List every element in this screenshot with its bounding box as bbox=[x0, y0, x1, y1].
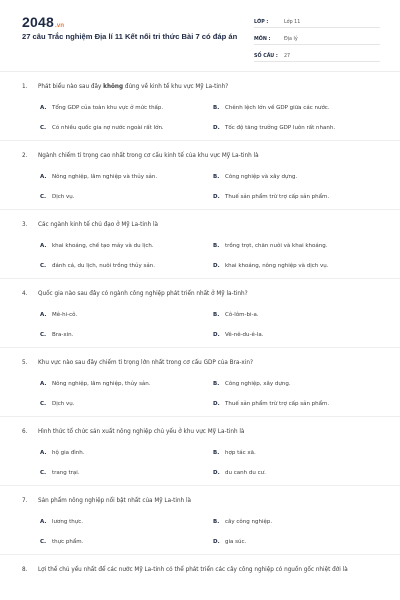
option-text: khai khoáng, chế tạo máy và du lịch. bbox=[52, 243, 154, 249]
option-text: đánh cá, du lịch, nuôi trồng thủy sản. bbox=[52, 263, 155, 269]
question-text-part: đúng về kinh tế khu vực Mỹ La-tinh? bbox=[123, 84, 229, 90]
question-text-part: Quốc gia nào sau đây có ngành công nghiệp phát triển nhất ở Mỹ la-tinh? bbox=[38, 291, 248, 297]
option-key: A. bbox=[40, 381, 47, 387]
option-text: khai khoáng, nông nghiệp và dịch vụ. bbox=[225, 263, 329, 269]
answer-option-a[interactable] bbox=[40, 105, 163, 111]
answer-option-d[interactable] bbox=[213, 470, 266, 476]
answer-option-b[interactable] bbox=[213, 105, 330, 111]
answer-option-c[interactable] bbox=[40, 263, 155, 269]
meta-label: MÔN : bbox=[254, 37, 271, 42]
question-number: 1. bbox=[22, 84, 28, 90]
option-key: D. bbox=[213, 263, 220, 269]
answer-option-c[interactable] bbox=[40, 539, 83, 545]
question-text-emphasis: không bbox=[103, 84, 124, 90]
answer-option-b[interactable] bbox=[213, 450, 256, 456]
answer-option-c[interactable] bbox=[40, 401, 75, 407]
option-key: A. bbox=[40, 519, 47, 525]
question-text bbox=[22, 83, 380, 92]
option-text: gia súc. bbox=[225, 539, 247, 545]
meta-info bbox=[254, 14, 380, 65]
question-5 bbox=[0, 348, 400, 417]
option-key: A. bbox=[40, 243, 47, 249]
option-key: C. bbox=[40, 539, 47, 545]
option-text: thực phẩm. bbox=[52, 539, 84, 545]
option-key: D. bbox=[213, 332, 220, 338]
option-key: C. bbox=[40, 470, 47, 476]
option-key: B. bbox=[213, 519, 220, 525]
question-number: 8. bbox=[22, 567, 28, 573]
question-text-part: Hình thức tổ chức sản xuất nông nghiệp chủ yếu ở khu vực Mỹ La-tinh là bbox=[38, 429, 245, 435]
answer-option-b[interactable] bbox=[213, 243, 328, 249]
meta-row-class bbox=[254, 14, 380, 28]
answer-option-d[interactable] bbox=[213, 539, 246, 545]
question-text-part: Lợi thế chủ yếu nhất để các nước Mỹ La-tinh có thể phát triển các cây công nghiệp có nguồn gốc nhiệt đới là bbox=[38, 567, 348, 573]
question-text bbox=[22, 566, 380, 575]
answer-option-d[interactable] bbox=[213, 263, 329, 269]
option-key: C. bbox=[40, 263, 47, 269]
answer-option-c[interactable] bbox=[40, 470, 80, 476]
question-3 bbox=[0, 210, 400, 279]
option-key: A. bbox=[40, 174, 47, 180]
answer-option-a[interactable] bbox=[40, 381, 151, 387]
question-text-part: Phát biểu nào sau đây bbox=[38, 84, 104, 90]
option-text: hộ gia đình. bbox=[52, 450, 85, 456]
answer-option-a[interactable] bbox=[40, 519, 83, 525]
option-key: D. bbox=[213, 194, 220, 200]
option-key: A. bbox=[40, 105, 47, 111]
answer-option-c[interactable] bbox=[40, 332, 73, 338]
option-key: B. bbox=[213, 243, 220, 249]
option-key: C. bbox=[40, 401, 47, 407]
question-6 bbox=[0, 417, 400, 486]
option-key: A. bbox=[40, 312, 47, 318]
question-text-part: Sản phẩm nông nghiệp nổi bật nhất của Mỹ La-tinh là bbox=[38, 498, 192, 504]
question-number: 2. bbox=[22, 153, 28, 159]
option-text: hợp tác xã. bbox=[225, 450, 256, 456]
option-key: B. bbox=[213, 450, 220, 456]
meta-value: 27 bbox=[284, 54, 291, 59]
answer-option-d[interactable] bbox=[213, 194, 329, 200]
answer-option-d[interactable] bbox=[213, 125, 335, 131]
answer-option-b[interactable] bbox=[213, 174, 297, 180]
question-number: 7. bbox=[22, 498, 28, 504]
question-1 bbox=[0, 72, 400, 141]
answer-option-b[interactable] bbox=[213, 312, 259, 318]
answer-option-d[interactable] bbox=[213, 401, 329, 407]
option-text: Có nhiều quốc gia nợ nước ngoài rất lớn. bbox=[52, 125, 164, 131]
question-number: 4. bbox=[22, 291, 28, 297]
option-key: A. bbox=[40, 450, 47, 456]
answer-option-b[interactable] bbox=[213, 519, 272, 525]
option-text: Nông nghiệp, lâm nghiệp, thủy sản. bbox=[52, 381, 151, 387]
question-text bbox=[22, 290, 380, 299]
question-text bbox=[22, 428, 380, 437]
question-7 bbox=[0, 486, 400, 555]
option-text: Thuế sản phẩm trừ trợ cấp sản phẩm. bbox=[225, 194, 330, 200]
option-key: B. bbox=[213, 105, 220, 111]
option-text: Vê-nê-du-ê-la. bbox=[225, 332, 264, 338]
option-key: D. bbox=[213, 125, 220, 131]
question-text bbox=[22, 152, 380, 161]
answer-option-a[interactable] bbox=[40, 312, 77, 318]
answer-option-a[interactable] bbox=[40, 243, 154, 249]
meta-row-count bbox=[254, 48, 380, 62]
option-text: Thuế sản phẩm trừ trợ cấp sản phẩm. bbox=[225, 401, 330, 407]
option-text: Dịch vụ. bbox=[52, 401, 75, 407]
option-text: Nông nghiệp, lâm nghiệp và thủy sản. bbox=[52, 174, 158, 180]
question-8 bbox=[0, 555, 400, 600]
option-text: cây công nghiệp. bbox=[225, 519, 273, 525]
option-key: B. bbox=[213, 312, 220, 318]
answer-option-b[interactable] bbox=[213, 381, 291, 387]
meta-label: SỐ CÂU : bbox=[254, 54, 278, 59]
question-text bbox=[22, 359, 380, 368]
answer-option-c[interactable] bbox=[40, 194, 75, 200]
answer-option-c[interactable] bbox=[40, 125, 164, 131]
question-text-part: Khu vực nào sau đây chiếm tỉ trọng lớn nhất trong cơ cấu GDP của Bra-xin? bbox=[38, 360, 253, 366]
meta-row-subject bbox=[254, 31, 380, 45]
option-text: Bra-xin. bbox=[52, 332, 74, 338]
question-4 bbox=[0, 279, 400, 348]
option-text: Công nghiệp, xây dựng. bbox=[225, 381, 291, 387]
option-text: trồng trọt, chăn nuôi và khai khoáng. bbox=[225, 243, 328, 249]
site-logo[interactable]: 2048.vn bbox=[22, 14, 65, 30]
meta-value: Lớp 11 bbox=[284, 20, 301, 25]
question-text bbox=[22, 221, 380, 230]
option-text: Tổng GDP của toàn khu vực ở mức thấp. bbox=[52, 105, 164, 111]
option-text: Tốc độ tăng trưởng GDP luôn rất nhanh. bbox=[225, 125, 336, 131]
meta-label: LỚP : bbox=[254, 20, 269, 25]
option-text: Công nghiệp và xây dựng. bbox=[225, 174, 298, 180]
option-key: B. bbox=[213, 381, 220, 387]
answer-option-d[interactable] bbox=[213, 332, 264, 338]
question-number: 6. bbox=[22, 429, 28, 435]
option-key: D. bbox=[213, 470, 220, 476]
question-2 bbox=[0, 141, 400, 210]
option-key: B. bbox=[213, 174, 220, 180]
option-text: Mê-hi-cô. bbox=[52, 312, 78, 318]
option-key: D. bbox=[213, 401, 220, 407]
option-text: du canh du cư. bbox=[225, 470, 266, 476]
question-text-part: Ngành chiếm tỉ trọng cao nhất trong cơ cấu kinh tế của khu vực Mỹ La-tinh là bbox=[38, 153, 259, 159]
option-key: C. bbox=[40, 125, 47, 131]
answer-option-a[interactable] bbox=[40, 174, 157, 180]
question-number: 3. bbox=[22, 222, 28, 228]
option-key: C. bbox=[40, 194, 47, 200]
option-text: lương thực. bbox=[52, 519, 84, 525]
answer-option-a[interactable] bbox=[40, 450, 84, 456]
worksheet-header bbox=[0, 0, 400, 66]
option-key: D. bbox=[213, 539, 220, 545]
option-text: Chênh lệch lớn về GDP giữa các nước. bbox=[225, 105, 330, 111]
question-number: 5. bbox=[22, 360, 28, 366]
meta-value: Địa lý bbox=[284, 37, 298, 42]
option-text: trang trại. bbox=[52, 470, 80, 476]
option-text: Dịch vụ. bbox=[52, 194, 75, 200]
question-text bbox=[22, 497, 380, 506]
option-text: Cô-lôm-bi-a. bbox=[225, 312, 259, 318]
question-text-part: Các ngành kinh tế chủ đạo ở Mỹ La-tinh là bbox=[38, 222, 159, 228]
option-key: C. bbox=[40, 332, 47, 338]
page-title: 27 câu Trắc nghiệm Địa lí 11 Kết nối tri thức Bài 7 có đáp án bbox=[22, 32, 238, 41]
